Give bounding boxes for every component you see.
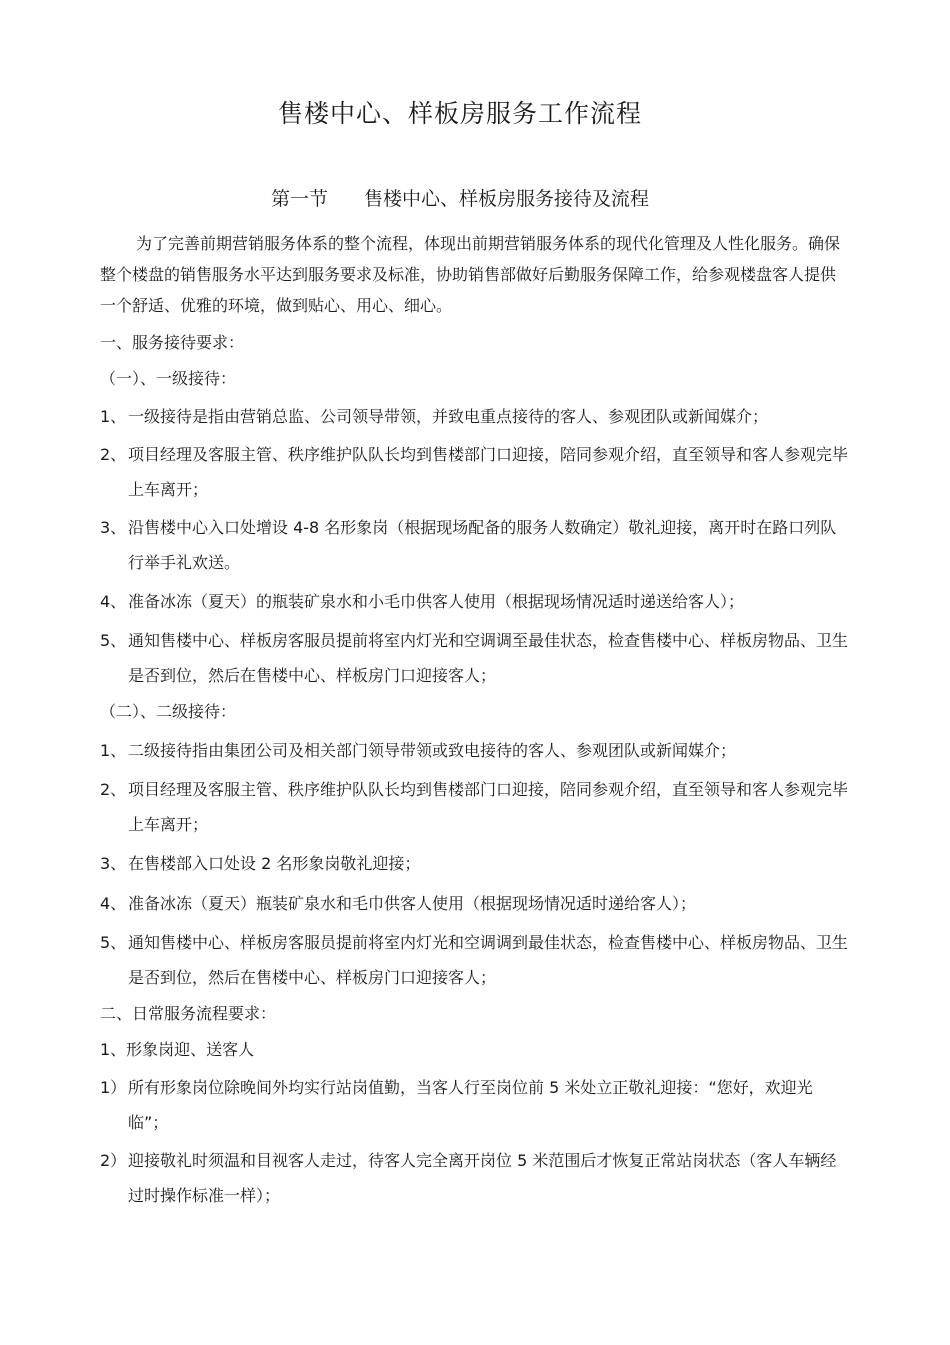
list-item-number: 1、 [100, 741, 127, 760]
list-item [100, 623, 850, 693]
list-item [100, 510, 850, 580]
list-item [100, 437, 850, 507]
list-item-text: 沿售楼中心入口处增设 4-8 名形象岗（根据现场配备的服务人数确定）敬礼迎接，离开时在路口列队行举手礼欢送。 [128, 518, 837, 572]
level2-heading: （二）、二级接待： [100, 702, 237, 721]
list-item-text: 通知售楼中心、样板房客服员提前将室内灯光和空调调到最佳状态，检查售楼中心、样板房物品、卫生是否到位，然后在售楼中心、样板房门口迎接客人； [128, 933, 849, 987]
list-item-text: 准备冰冻（夏天）瓶装矿泉水和毛巾供客人使用（根据现场情况适时递给客人）； [128, 894, 697, 913]
list-item-number: 5、 [100, 933, 127, 952]
list-item-number: 5、 [100, 631, 127, 650]
list-item-number: 3、 [100, 854, 127, 873]
list-item-number: 2） [100, 1151, 127, 1170]
section-name: 售楼中心、样板房服务接待及流程 [364, 188, 650, 210]
level1-heading: （一）、一级接待： [100, 369, 237, 388]
document-body [100, 228, 850, 1216]
list-item-text: 在售楼部入口处设 2 名形象岗敬礼迎接； [128, 854, 421, 873]
section-label: 第一节 [270, 188, 328, 210]
part2-sub-heading: 1、形象岗迎、送客人 [100, 1040, 255, 1059]
part1-heading: 一、服务接待要求： [100, 333, 245, 352]
list-item [100, 885, 850, 922]
list-item-text: 准备冰冻（夏天）的瓶装矿泉水和小毛巾供客人使用（根据现场情况适时递送给客人）； [128, 592, 745, 611]
list-item-number: 1） [100, 1078, 127, 1097]
list-item-text: 迎接敬礼时须温和目视客人走过，待客人完全离开岗位 5 米范围后才恢复正常站岗状态（客人车辆经过时操作标准一样）； [128, 1151, 837, 1205]
list-item-text: 二级接待指由集团公司及相关部门领导带领或致电接待的客人、参观团队或新闻媒介； [128, 741, 737, 760]
list-item-number: 4、 [100, 592, 127, 611]
list-item [100, 399, 850, 434]
list-item-number: 4、 [100, 894, 127, 913]
list-item [100, 583, 850, 620]
list-item-text: 项目经理及客服主管、秩序维护队队长均到售楼部门口迎接，陪同参观介绍，直至领导和客人参观完毕上车离开； [128, 445, 849, 499]
list-item-text: 通知售楼中心、样板房客服员提前将室内灯光和空调调至最佳状态，检查售楼中心、样板房物品、卫生是否到位，然后在售楼中心、样板房门口迎接客人； [128, 631, 849, 685]
list-item-number: 2、 [100, 780, 127, 799]
list-item-text: 项目经理及客服主管、秩序维护队队长均到售楼部门口迎接，陪同参观介绍，直至领导和客人参观完毕上车离开； [128, 780, 849, 834]
list-item-text: 一级接待是指由营销总监、公司领导带领，并致电重点接待的客人、参观团队或新闻媒介； [128, 407, 769, 426]
list-item [100, 925, 850, 995]
part2-heading: 二、日常服务流程要求： [100, 1004, 277, 1023]
intro-paragraph: 为了完善前期营销服务体系的整个流程，体现出前期营销服务体系的现代化管理及人性化服务。确保整个楼盘的销售服务水平达到服务要求及标准，协助销售部做好后勤服务保障工作，给参观楼盘客人提供一个舒适、优雅的环境，做到贴心、用心、细心。 [100, 234, 841, 315]
list-item-number: 2、 [100, 445, 127, 464]
list-item-text: 所有形象岗位除晚间外均实行站岗值勤，当客人行至岗位前 5 米处立正敬礼迎接：“您好，欢迎光临”； [128, 1078, 813, 1132]
list-item [100, 1143, 850, 1213]
list-item [100, 772, 850, 842]
list-item [100, 1070, 850, 1140]
list-item [100, 845, 850, 882]
document-title: 售楼中心、样板房服务工作流程 [277, 99, 642, 128]
list-item-number: 1、 [100, 407, 127, 426]
list-item [100, 732, 850, 769]
list-item-number: 3、 [100, 518, 127, 537]
section-title [0, 184, 920, 211]
